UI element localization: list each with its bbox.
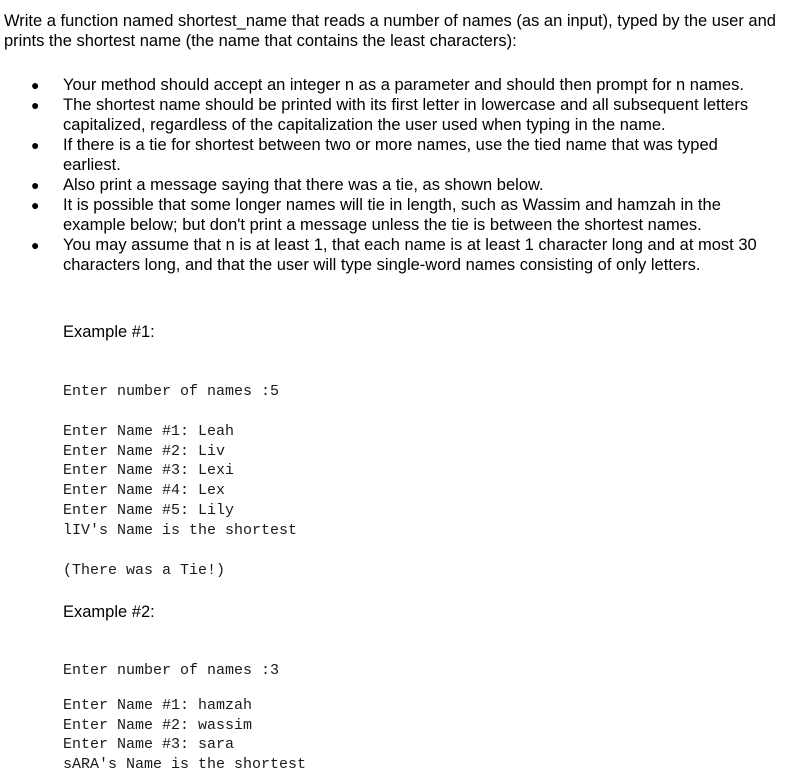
- example-2-line: Enter Name #2: wassim: [63, 717, 253, 734]
- example-1-tie-message: (There was a Tie!): [63, 562, 226, 579]
- example-1-prompt: Enter number of names :5: [63, 383, 280, 400]
- example-2-prompt: Enter number of names :3: [63, 662, 280, 679]
- example-2-line: Enter Name #1: hamzah: [63, 697, 253, 714]
- example-1-line: Enter Name #1: Leah: [63, 423, 235, 440]
- bullet-icon: ●: [31, 197, 40, 213]
- example-2-heading: Example #2:: [63, 603, 155, 621]
- example-1-line: Enter Name #3: Lexi: [63, 462, 235, 479]
- example-2-line: Enter Name #3: sara: [63, 736, 235, 753]
- bullet-icon: ●: [31, 137, 40, 153]
- example-2-result: sARA's Name is the shortest: [63, 756, 307, 773]
- requirements-list: [0, 75, 789, 275]
- requirement-item: [0, 95, 773, 135]
- problem-statement: Write a function named shortest_name that reads a number of names (as an input), typed by the user and prints the shortest name (the name that contains the least characters):: [4, 12, 776, 50]
- example-1-line: Enter Name #4: Lex: [63, 482, 226, 499]
- example-1-line: Enter Name #5: Lily: [63, 502, 235, 519]
- requirement-text: Your method should accept an integer n as a parameter and should then prompt for n names.: [63, 76, 744, 94]
- bullet-icon: ●: [31, 77, 40, 93]
- requirement-text: The shortest name should be printed with its first letter in lowercase and all subsequent letters capitalized, regardless of the capitalization the user used when typing in the name.: [63, 96, 749, 134]
- requirement-item: [0, 235, 773, 275]
- example-1-heading: Example #1:: [63, 323, 155, 341]
- requirement-item: [0, 195, 773, 235]
- requirement-text: It is possible that some longer names will tie in length, such as Wassim and hamzah in the example below; but don't print a message unless the tie is between the shortest names.: [63, 196, 721, 234]
- requirement-item: [0, 175, 773, 195]
- example-1-line: Enter Name #2: Liv: [63, 443, 226, 460]
- bullet-icon: ●: [31, 177, 40, 193]
- requirement-text: If there is a tie for shortest between two or more names, use the tied name that was typed earliest.: [63, 136, 718, 174]
- requirement-text: You may assume that n is at least 1, that each name is at least 1 character long and at most 30 characters long, and that the user will type single-word names consisting of only letters.: [63, 236, 757, 274]
- bullet-icon: ●: [31, 97, 40, 113]
- example-1-result: lIV's Name is the shortest: [63, 522, 298, 539]
- requirement-item: [0, 135, 773, 175]
- bullet-icon: ●: [31, 237, 40, 253]
- requirement-item: [0, 75, 773, 95]
- requirement-text: Also print a message saying that there was a tie, as shown below.: [63, 176, 544, 194]
